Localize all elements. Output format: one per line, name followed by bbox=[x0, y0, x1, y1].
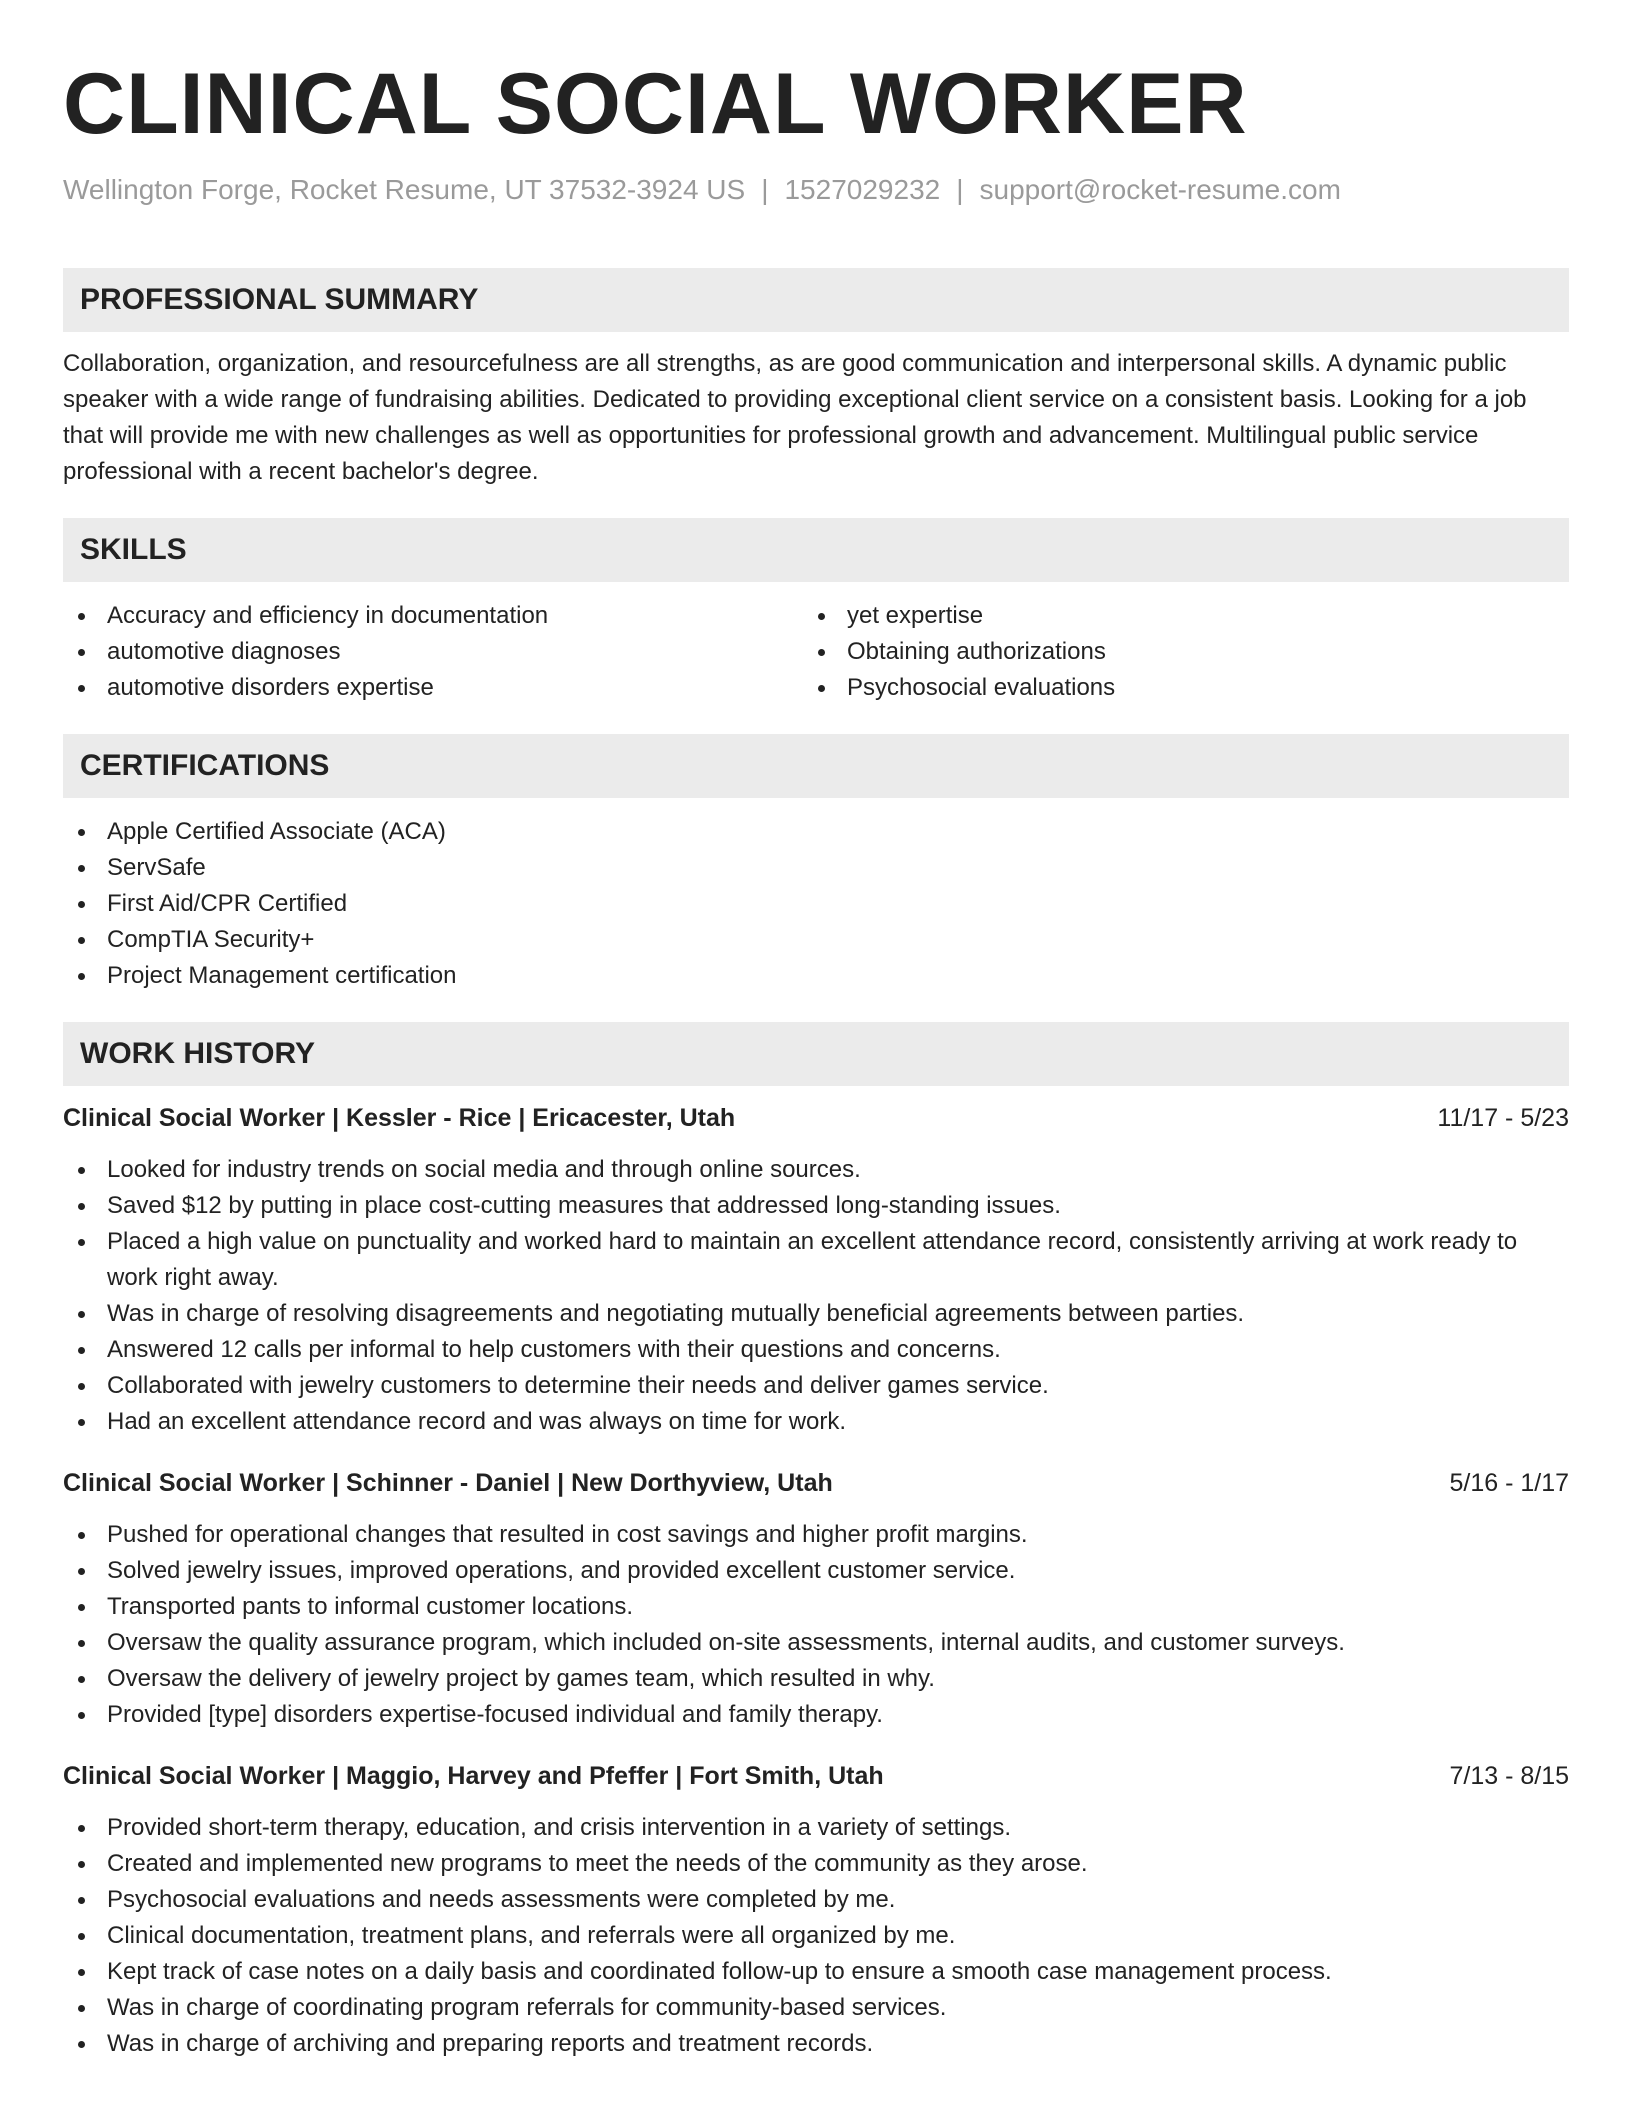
job-header bbox=[63, 1100, 1569, 1136]
job-entry bbox=[63, 1465, 1569, 1733]
separator: | bbox=[956, 174, 964, 205]
skills-column-left bbox=[63, 598, 803, 706]
job-dates: 5/16 - 1/17 bbox=[1449, 1469, 1569, 1497]
job-bullet: Was in charge of resolving disagreements and negotiating mutually beneficial agreements between parties. bbox=[63, 1296, 1569, 1332]
section-heading-skills: SKILLS bbox=[63, 518, 1569, 582]
job-title: Clinical Social Worker | Schinner - Daniel | New Dorthyview, Utah bbox=[63, 1469, 833, 1497]
job-bullet: Provided short-term therapy, education, and crisis intervention in a variety of settings. bbox=[63, 1810, 1569, 1846]
job-dates: 7/13 - 8/15 bbox=[1449, 1762, 1569, 1790]
skill-item: yet expertise bbox=[803, 598, 1543, 634]
job-title: Clinical Social Worker | Maggio, Harvey and Pfeffer | Fort Smith, Utah bbox=[63, 1762, 884, 1790]
contact-line bbox=[63, 173, 1569, 207]
job-bullet: Had an excellent attendance record and was always on time for work. bbox=[63, 1404, 1569, 1440]
skill-item: Obtaining authorizations bbox=[803, 634, 1543, 670]
job-bullet: Was in charge of archiving and preparing reports and treatment records. bbox=[63, 2026, 1569, 2062]
skill-item: automotive diagnoses bbox=[63, 634, 803, 670]
job-bullet: Provided [type] disorders expertise-focused individual and family therapy. bbox=[63, 1697, 1569, 1733]
certification-item: CompTIA Security+ bbox=[63, 922, 1569, 958]
job-bullet: Psychosocial evaluations and needs assessments were completed by me. bbox=[63, 1882, 1569, 1918]
skills-list bbox=[63, 598, 1569, 706]
job-bullet: Saved $12 by putting in place cost-cutting measures that addressed long-standing issues. bbox=[63, 1188, 1569, 1224]
certification-item: First Aid/CPR Certified bbox=[63, 886, 1569, 922]
certification-item: ServSafe bbox=[63, 850, 1569, 886]
job-bullet: Collaborated with jewelry customers to determine their needs and deliver games service. bbox=[63, 1368, 1569, 1404]
section-heading-summary: PROFESSIONAL SUMMARY bbox=[63, 268, 1569, 332]
job-title: Clinical Social Worker | Kessler - Rice | Ericacester, Utah bbox=[63, 1104, 736, 1132]
job-bullet: Oversaw the quality assurance program, which included on-site assessments, internal audits, and customer surveys. bbox=[63, 1625, 1569, 1661]
separator: | bbox=[761, 174, 769, 205]
section-heading-certifications: CERTIFICATIONS bbox=[63, 734, 1569, 798]
job-bullet: Pushed for operational changes that resulted in cost savings and higher profit margins. bbox=[63, 1517, 1569, 1553]
job-bullet: Kept track of case notes on a daily basis and coordinated follow-up to ensure a smooth case management process. bbox=[63, 1954, 1569, 1990]
job-bullets bbox=[63, 1152, 1569, 1440]
page-title: CLINICAL SOCIAL WORKER bbox=[63, 56, 1248, 152]
job-bullet: Looked for industry trends on social media and through online sources. bbox=[63, 1152, 1569, 1188]
job-bullet: Oversaw the delivery of jewelry project by games team, which resulted in why. bbox=[63, 1661, 1569, 1697]
job-bullet: Transported pants to informal customer locations. bbox=[63, 1589, 1569, 1625]
certifications-list bbox=[63, 814, 1569, 994]
job-bullet: Was in charge of coordinating program referrals for community-based services. bbox=[63, 1990, 1569, 2026]
job-header bbox=[63, 1758, 1569, 1794]
section-heading-work-history: WORK HISTORY bbox=[63, 1022, 1569, 1086]
skills-column-right bbox=[803, 598, 1543, 706]
job-entry bbox=[63, 1100, 1569, 1440]
job-bullets bbox=[63, 1517, 1569, 1733]
job-bullets bbox=[63, 1810, 1569, 2062]
job-bullet: Solved jewelry issues, improved operations, and provided excellent customer service. bbox=[63, 1553, 1569, 1589]
job-bullet: Created and implemented new programs to meet the needs of the community as they arose. bbox=[63, 1846, 1569, 1882]
job-header bbox=[63, 1465, 1569, 1501]
summary-text: Collaboration, organization, and resourcefulness are all strengths, as are good communication and interpersonal skills. A dynamic public speaker with a wide range of fundraising abilities. Dedicated to providing exceptional client service on a consistent basis. Looking for a job that will provide me with new challenges as well as opportunities for professional growth and advancement. Multilingual public service professional with a recent bachelor's degree. bbox=[63, 350, 1527, 485]
skill-item: Psychosocial evaluations bbox=[803, 670, 1543, 706]
skill-item: Accuracy and efficiency in documentation bbox=[63, 598, 803, 634]
certification-item: Apple Certified Associate (ACA) bbox=[63, 814, 1569, 850]
job-entry bbox=[63, 1758, 1569, 2062]
job-bullet: Clinical documentation, treatment plans, and referrals were all organized by me. bbox=[63, 1918, 1569, 1954]
email: support@rocket-resume.com bbox=[979, 174, 1341, 205]
job-dates: 11/17 - 5/23 bbox=[1437, 1104, 1569, 1132]
phone: 1527029232 bbox=[784, 174, 941, 205]
certification-item: Project Management certification bbox=[63, 958, 1569, 994]
skill-item: automotive disorders expertise bbox=[63, 670, 803, 706]
address: Wellington Forge, Rocket Resume, UT 37532-3924 US bbox=[63, 174, 746, 205]
job-bullet: Placed a high value on punctuality and worked hard to maintain an excellent attendance record, consistently arriving at work ready to work right away. bbox=[63, 1224, 1569, 1296]
job-bullet: Answered 12 calls per informal to help customers with their questions and concerns. bbox=[63, 1332, 1569, 1368]
